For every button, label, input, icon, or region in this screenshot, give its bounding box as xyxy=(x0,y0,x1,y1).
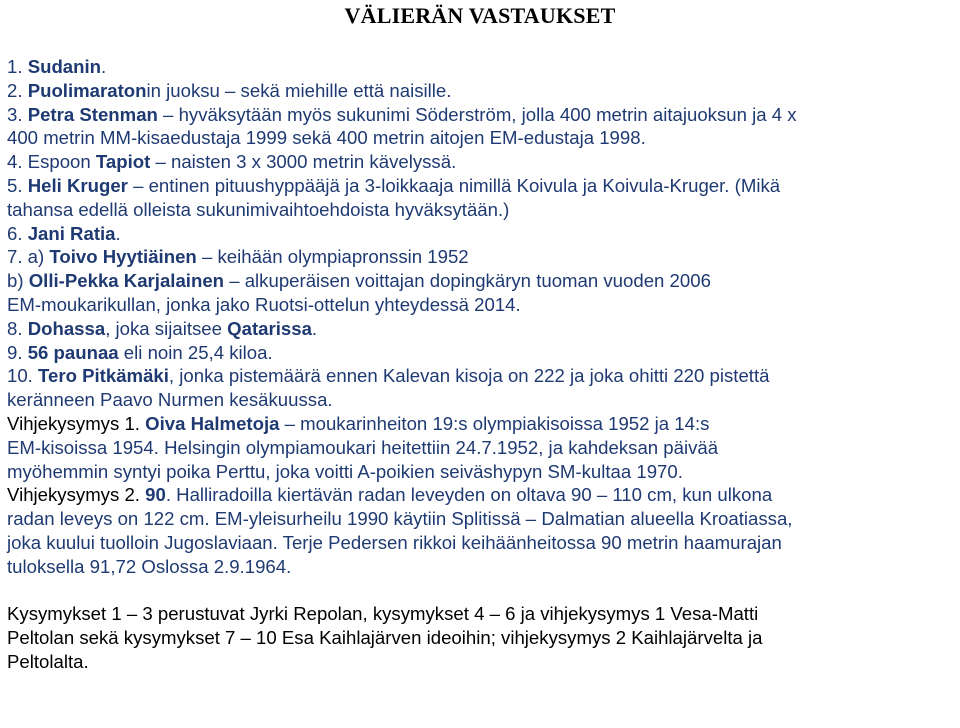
text-segment: eli noin 25,4 kiloa. xyxy=(118,341,273,363)
text-line xyxy=(7,436,957,460)
text-segment: 6. xyxy=(7,222,28,244)
text-segment: 1. xyxy=(7,56,28,77)
text-segment: 9. xyxy=(7,341,28,363)
text-line xyxy=(7,364,957,388)
text-line xyxy=(7,317,957,341)
text-line xyxy=(7,245,957,269)
text-segment: – entinen pituushyppääjä ja 3-loikkaaja nimillä Koivula ja Koivula-Kruger. (Mikä xyxy=(127,174,781,196)
answer-highlight: 56 paunaa xyxy=(27,341,119,363)
answers-body xyxy=(7,55,957,674)
answer-highlight: Qatarissa xyxy=(227,317,312,339)
page-title: VÄLIERÄN VASTAUKSET xyxy=(344,3,616,28)
text-line xyxy=(7,531,957,555)
text-line xyxy=(7,55,957,79)
text-line xyxy=(7,460,957,484)
paragraph-gap xyxy=(7,579,957,603)
answer-highlight: Puolimaraton xyxy=(27,79,147,101)
text-segment: in juoksu – sekä miehille että naisille. xyxy=(146,79,452,101)
text-line xyxy=(7,150,957,174)
text-line xyxy=(7,222,957,246)
text-segment: , jonka pistemäärä ennen Kalevan kisoja on 222 ja joka ohitti 220 pistettä xyxy=(168,365,770,387)
answer-highlight: Dohassa xyxy=(27,317,106,339)
text-segment: 5. xyxy=(7,174,28,196)
text-segment: EM-kisoissa 1954. Helsingin olympiamoukari heitettiin 24.7.1952, ja kahdeksan päivää xyxy=(7,436,719,458)
text-line xyxy=(7,388,957,412)
text-segment: – moukarinheiton 19:s olympiakisoissa 1952 ja 14:s xyxy=(279,412,710,434)
text-segment: b) xyxy=(7,270,29,292)
text-segment: 8. xyxy=(7,317,28,339)
text-segment: tuloksella 91,72 Oslossa 2.9.1964. xyxy=(7,555,292,577)
text-line xyxy=(7,555,957,579)
text-segment: 4. Espoon xyxy=(7,151,96,173)
text-line xyxy=(7,602,957,626)
text-segment: – keihään olympiapronssin 1952 xyxy=(196,246,469,268)
answer-highlight: Heli Kruger xyxy=(27,174,128,196)
text-segment: Peltolan sekä kysymykset 7 – 10 Esa Kaihlajärven ideoihin; vihjekysymys 2 Kaihlajärvelta ja xyxy=(7,627,763,649)
text-segment: Kysymykset 1 – 3 perustuvat Jyrki Repolan, kysymykset 4 – 6 ja vihjekysymys 1 Vesa-Matti xyxy=(7,603,759,625)
text-segment: tahansa edellä olleista sukunimivaihtoehdoista hyväksytään.) xyxy=(7,198,510,220)
answer-highlight: Tapiot xyxy=(95,151,151,173)
text-segment: Peltolalta. xyxy=(7,650,89,672)
text-segment: – naisten 3 x 3000 metrin kävelyssä. xyxy=(150,151,457,173)
text-line xyxy=(7,174,957,198)
text-segment: EM-moukarikullan, jonka jako Ruotsi-ottelun yhteydessä 2014. xyxy=(7,293,521,315)
text-segment: keränneen Paavo Nurmen kesäkuussa. xyxy=(7,389,333,411)
answer-highlight: 90 xyxy=(145,484,166,506)
text-line xyxy=(7,79,957,103)
text-line xyxy=(7,103,957,127)
text-line xyxy=(7,650,957,674)
text-segment: joka kuului tuolloin Jugoslaviaan. Terje Pedersen rikkoi keihäänheitossa 90 metrin haamurajan xyxy=(7,531,782,553)
answer-highlight: Oiva Halmetoja xyxy=(145,412,280,434)
text-segment: . xyxy=(101,56,107,77)
text-line xyxy=(7,507,957,531)
text-segment: 3. xyxy=(7,103,28,125)
text-segment: . xyxy=(311,317,318,339)
text-line xyxy=(7,626,957,650)
text-segment: radan leveys on 122 cm. EM-yleisurheilu 1990 käytiin Splitissä – Dalmatian alueella Kroatiassa, xyxy=(7,508,793,530)
text-segment: 10. xyxy=(7,365,39,387)
text-segment: 400 metrin MM-kisaedustaja 1999 sekä 400 metrin aitojen EM-edustaja 1998. xyxy=(7,127,646,149)
text-line xyxy=(7,293,957,317)
text-segment: , joka sijaitsee xyxy=(105,317,228,339)
text-segment: myöhemmin syntyi poika Perttu, joka voitti A-poikien seiväshypyn SM-kultaa 1970. xyxy=(7,460,683,482)
text-line xyxy=(7,126,957,150)
text-segment: – hyväksytään myös sukunimi Söderström, jolla 400 metrin aitajuoksun ja 4 x xyxy=(157,103,797,125)
answer-highlight: Jani Ratia xyxy=(27,222,116,244)
answer-highlight: Sudanin xyxy=(27,56,102,77)
text-segment: – alkuperäisen voittajan dopingkäryn tuoman vuoden 2006 xyxy=(224,270,711,292)
text-line xyxy=(7,269,957,293)
text-line xyxy=(7,412,957,436)
answer-highlight: Toivo Hyytiäinen xyxy=(49,246,197,268)
text-segment: 7. a) xyxy=(7,246,50,268)
answer-highlight: Olli-Pekka Karjalainen xyxy=(28,270,225,292)
text-segment: 2. xyxy=(7,79,28,101)
text-line xyxy=(7,198,957,222)
answer-highlight: Tero Pitkämäki xyxy=(38,365,169,387)
answer-highlight: Petra Stenman xyxy=(27,103,158,125)
text-segment: Vihjekysymys 1. xyxy=(7,412,146,434)
text-line xyxy=(7,483,957,507)
text-segment: . Halliradoilla kiertävän radan leveyden on oltava 90 – 110 cm, kun ulkona xyxy=(165,484,773,506)
text-segment: . xyxy=(115,222,121,244)
text-segment: Vihjekysymys 2. xyxy=(7,484,146,506)
text-line xyxy=(7,341,957,365)
